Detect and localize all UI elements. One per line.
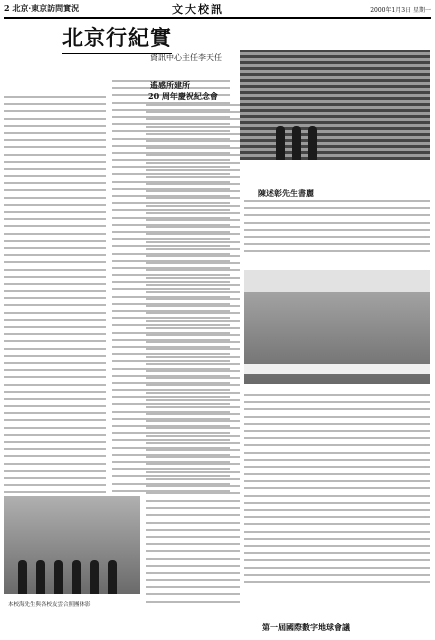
placeholder-text-line bbox=[4, 391, 106, 393]
placeholder-text-line bbox=[146, 176, 240, 178]
placeholder-text-line bbox=[146, 478, 240, 480]
text-column-3 bbox=[146, 104, 240, 500]
placeholder-text-line bbox=[146, 305, 240, 307]
placeholder-text-line bbox=[4, 110, 106, 112]
placeholder-text-line bbox=[244, 200, 430, 202]
section-heading-institute: 遙感所建所 bbox=[150, 80, 190, 90]
placeholder-text-line bbox=[4, 326, 106, 328]
placeholder-text-line bbox=[146, 456, 240, 458]
placeholder-text-line bbox=[4, 348, 106, 350]
placeholder-text-line bbox=[146, 536, 240, 538]
placeholder-text-line bbox=[146, 601, 240, 603]
placeholder-text-line bbox=[4, 161, 106, 163]
placeholder-text-line bbox=[146, 104, 240, 106]
placeholder-text-line bbox=[4, 218, 106, 220]
placeholder-text-line bbox=[244, 523, 430, 525]
placeholder-text-line bbox=[4, 412, 106, 414]
placeholder-text-line bbox=[146, 291, 240, 293]
placeholder-text-line bbox=[4, 261, 106, 263]
placeholder-text-line bbox=[146, 420, 240, 422]
placeholder-text-line bbox=[4, 398, 106, 400]
placeholder-text-line bbox=[146, 169, 240, 171]
masthead-section: 2 北京·東京訪問實況 bbox=[4, 3, 80, 13]
placeholder-text-line bbox=[244, 502, 430, 504]
placeholder-text-line bbox=[4, 276, 106, 278]
placeholder-text-line bbox=[146, 593, 240, 595]
person-figure bbox=[292, 126, 301, 160]
placeholder-text-line bbox=[244, 509, 430, 511]
person-figure bbox=[90, 560, 99, 594]
placeholder-text-line bbox=[244, 229, 430, 231]
placeholder-text-line bbox=[146, 550, 240, 552]
placeholder-text-line bbox=[146, 133, 240, 135]
placeholder-text-line bbox=[146, 522, 240, 524]
placeholder-text-line bbox=[4, 240, 106, 242]
placeholder-text-line bbox=[4, 434, 106, 436]
person-figure bbox=[108, 560, 117, 594]
placeholder-text-line bbox=[146, 485, 240, 487]
placeholder-text-line bbox=[146, 255, 240, 257]
placeholder-text-line bbox=[244, 567, 430, 569]
placeholder-text-line bbox=[146, 205, 240, 207]
text-column-1 bbox=[4, 96, 106, 500]
placeholder-text-line bbox=[4, 484, 106, 486]
placeholder-text-line bbox=[146, 427, 240, 429]
placeholder-text-line bbox=[244, 437, 430, 439]
placeholder-text-line bbox=[4, 247, 106, 249]
placeholder-text-line bbox=[146, 500, 240, 502]
conference-table bbox=[244, 364, 430, 374]
placeholder-text-line bbox=[4, 362, 106, 364]
placeholder-text-line bbox=[4, 204, 106, 206]
placeholder-text-line bbox=[146, 377, 240, 379]
group-photo-caption: 本校海先生與各校友雲合照團体影 bbox=[8, 602, 91, 608]
placeholder-text-line bbox=[4, 269, 106, 271]
placeholder-text-line bbox=[4, 441, 106, 443]
placeholder-text-line bbox=[146, 341, 240, 343]
placeholder-text-line bbox=[4, 319, 106, 321]
placeholder-text-line bbox=[146, 370, 240, 372]
placeholder-text-line bbox=[4, 103, 106, 105]
placeholder-text-line bbox=[4, 225, 106, 227]
placeholder-text-line bbox=[244, 250, 430, 252]
placeholder-text-line bbox=[4, 175, 106, 177]
placeholder-text-line bbox=[244, 538, 430, 540]
placeholder-text-line bbox=[146, 356, 240, 358]
placeholder-text-line bbox=[146, 262, 240, 264]
conference-banner bbox=[244, 270, 430, 292]
placeholder-text-line bbox=[146, 435, 240, 437]
person-figure bbox=[72, 560, 81, 594]
placeholder-text-line bbox=[146, 233, 240, 235]
placeholder-text-line bbox=[244, 574, 430, 576]
person-figure bbox=[18, 560, 27, 594]
placeholder-text-line bbox=[146, 241, 240, 243]
placeholder-text-line bbox=[146, 413, 240, 415]
placeholder-text-line bbox=[244, 480, 430, 482]
section-heading-letter: 陳述彰先生書麗 bbox=[258, 188, 314, 198]
placeholder-text-line bbox=[4, 384, 106, 386]
placeholder-text-line bbox=[4, 189, 106, 191]
placeholder-text-line bbox=[146, 140, 240, 142]
conference-photo bbox=[244, 270, 430, 384]
placeholder-text-line bbox=[146, 463, 240, 465]
placeholder-text-line bbox=[4, 470, 106, 472]
byline: 資訊中心主任李天任 bbox=[150, 53, 222, 62]
placeholder-text-line bbox=[146, 565, 240, 567]
group-photo bbox=[4, 496, 140, 594]
placeholder-text-line bbox=[4, 290, 106, 292]
placeholder-text-line bbox=[146, 406, 240, 408]
placeholder-text-line bbox=[146, 284, 240, 286]
placeholder-text-line bbox=[244, 531, 430, 533]
placeholder-text-line bbox=[146, 126, 240, 128]
placeholder-text-line bbox=[244, 243, 430, 245]
next-article-heading: 第一屆國際數字地球會議 bbox=[262, 622, 350, 632]
placeholder-text-line bbox=[4, 211, 106, 213]
placeholder-text-line bbox=[146, 212, 240, 214]
placeholder-text-line bbox=[146, 219, 240, 221]
placeholder-text-line bbox=[244, 487, 430, 489]
placeholder-text-line bbox=[244, 466, 430, 468]
placeholder-text-line bbox=[4, 283, 106, 285]
person-figure bbox=[276, 126, 285, 160]
placeholder-text-line bbox=[146, 363, 240, 365]
text-column-4 bbox=[244, 200, 430, 260]
placeholder-text-line bbox=[4, 355, 106, 357]
placeholder-text-line bbox=[4, 340, 106, 342]
placeholder-text-line bbox=[146, 298, 240, 300]
placeholder-text-line bbox=[4, 182, 106, 184]
placeholder-text-line bbox=[4, 254, 106, 256]
placeholder-text-line bbox=[146, 471, 240, 473]
placeholder-text-line bbox=[4, 419, 106, 421]
placeholder-text-line bbox=[4, 427, 106, 429]
placeholder-text-line bbox=[4, 333, 106, 335]
masthead-paper-name: 文大校訊 bbox=[172, 3, 224, 16]
placeholder-text-line bbox=[146, 348, 240, 350]
placeholder-text-line bbox=[146, 514, 240, 516]
placeholder-text-line bbox=[244, 459, 430, 461]
placeholder-text-line bbox=[146, 392, 240, 394]
masthead bbox=[4, 3, 431, 19]
placeholder-text-line bbox=[146, 197, 240, 199]
placeholder-text-line bbox=[244, 423, 430, 425]
placeholder-text-line bbox=[146, 586, 240, 588]
person-figure bbox=[54, 560, 63, 594]
placeholder-text-line bbox=[146, 399, 240, 401]
masthead-date: 2000年1月3日 星期一 bbox=[370, 7, 431, 14]
placeholder-text-line bbox=[244, 473, 430, 475]
placeholder-text-line bbox=[244, 545, 430, 547]
section-subheading-anniversary: 20 周年慶祝紀念會 bbox=[148, 91, 218, 101]
placeholder-text-line bbox=[4, 477, 106, 479]
placeholder-text-line bbox=[146, 327, 240, 329]
placeholder-text-line bbox=[146, 384, 240, 386]
placeholder-text-line bbox=[4, 146, 106, 148]
placeholder-text-line bbox=[146, 111, 240, 113]
placeholder-text-line bbox=[4, 491, 106, 493]
placeholder-text-line bbox=[244, 394, 430, 396]
placeholder-text-line bbox=[244, 408, 430, 410]
placeholder-text-line bbox=[4, 168, 106, 170]
placeholder-text-line bbox=[244, 444, 430, 446]
text-column-5 bbox=[244, 394, 430, 594]
person-figure bbox=[36, 560, 45, 594]
placeholder-text-line bbox=[4, 125, 106, 127]
placeholder-text-line bbox=[244, 401, 430, 403]
placeholder-text-line bbox=[146, 147, 240, 149]
placeholder-text-line bbox=[244, 516, 430, 518]
placeholder-text-line bbox=[146, 543, 240, 545]
placeholder-text-line bbox=[146, 162, 240, 164]
placeholder-text-line bbox=[146, 558, 240, 560]
placeholder-text-line bbox=[146, 334, 240, 336]
placeholder-text-line bbox=[244, 207, 430, 209]
placeholder-text-line bbox=[4, 118, 106, 120]
placeholder-text-line bbox=[244, 236, 430, 238]
placeholder-text-line bbox=[146, 507, 240, 509]
placeholder-text-line bbox=[4, 197, 106, 199]
placeholder-text-line bbox=[146, 579, 240, 581]
placeholder-text-line bbox=[4, 154, 106, 156]
placeholder-text-line bbox=[244, 495, 430, 497]
stairs-photo bbox=[240, 50, 430, 160]
placeholder-text-line bbox=[4, 455, 106, 457]
placeholder-text-line bbox=[244, 581, 430, 583]
person-figure bbox=[308, 126, 317, 160]
placeholder-text-line bbox=[244, 559, 430, 561]
placeholder-text-line bbox=[146, 269, 240, 271]
placeholder-text-line bbox=[4, 304, 106, 306]
headline: 北京行紀實 bbox=[62, 22, 172, 54]
placeholder-text-line bbox=[4, 369, 106, 371]
placeholder-text-line bbox=[4, 132, 106, 134]
placeholder-text-line bbox=[146, 154, 240, 156]
placeholder-text-line bbox=[244, 214, 430, 216]
placeholder-text-line bbox=[146, 226, 240, 228]
placeholder-text-line bbox=[244, 430, 430, 432]
placeholder-text-line bbox=[146, 492, 240, 494]
text-column-6 bbox=[146, 500, 240, 610]
placeholder-text-line bbox=[4, 233, 106, 235]
placeholder-text-line bbox=[146, 190, 240, 192]
placeholder-text-line bbox=[146, 277, 240, 279]
placeholder-text-line bbox=[244, 222, 430, 224]
placeholder-text-line bbox=[244, 552, 430, 554]
placeholder-text-line bbox=[146, 118, 240, 120]
placeholder-text-line bbox=[146, 312, 240, 314]
placeholder-text-line bbox=[146, 449, 240, 451]
placeholder-text-line bbox=[4, 463, 106, 465]
placeholder-text-line bbox=[146, 529, 240, 531]
placeholder-text-line bbox=[4, 297, 106, 299]
placeholder-text-line bbox=[146, 183, 240, 185]
placeholder-text-line bbox=[146, 442, 240, 444]
placeholder-text-line bbox=[244, 416, 430, 418]
placeholder-text-line bbox=[4, 448, 106, 450]
placeholder-text-line bbox=[4, 312, 106, 314]
placeholder-text-line bbox=[146, 572, 240, 574]
placeholder-text-line bbox=[4, 376, 106, 378]
placeholder-text-line bbox=[4, 96, 106, 98]
placeholder-text-line bbox=[146, 320, 240, 322]
placeholder-text-line bbox=[244, 452, 430, 454]
placeholder-text-line bbox=[4, 139, 106, 141]
placeholder-text-line bbox=[4, 405, 106, 407]
placeholder-text-line bbox=[146, 248, 240, 250]
